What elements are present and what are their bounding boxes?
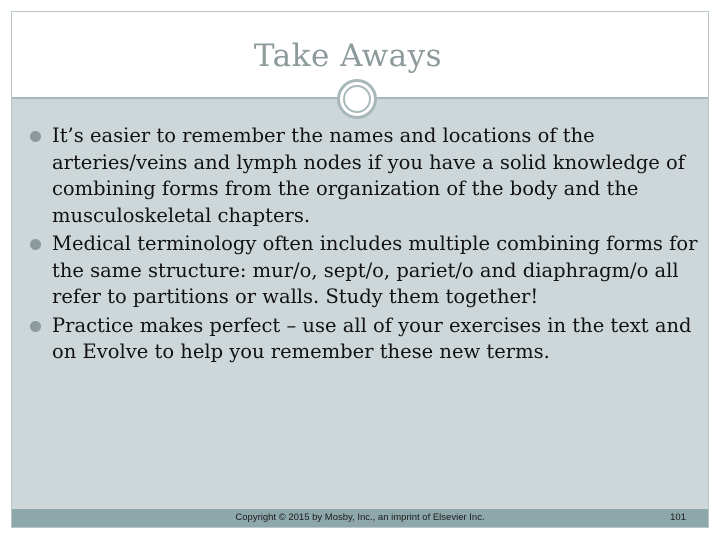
double-ring-circle-icon	[337, 79, 377, 119]
filled-circle-bullet-icon	[30, 131, 41, 142]
slide-title: Take Aways	[253, 38, 443, 74]
bullet-text: Medical terminology often includes multiple combining forms for the same structure: mur/o, sept/o, pariet/o and diaphragm/o all refer to partitions or walls. Study them together!	[52, 232, 698, 308]
bullet-item	[28, 231, 698, 311]
bullet-list	[28, 123, 698, 368]
footer-bar	[12, 509, 708, 527]
content-area	[12, 99, 708, 509]
filled-circle-bullet-icon	[30, 239, 41, 250]
page-number: 101	[670, 512, 686, 523]
bullet-text: It’s easier to remember the names and locations of the arteries/veins and lymph nodes if you have a solid knowledge of combining forms from the organization of the body and the musculoskeletal chapters.	[52, 124, 686, 227]
bullet-item	[28, 123, 698, 229]
bullet-text: Practice makes perfect – use all of your exercises in the text and on Evolve to help you remember these new terms.	[52, 313, 692, 363]
footer-copyright: Copyright © 2015 by Mosby, Inc., an imprint of Elsevier Inc.	[235, 512, 485, 523]
bullet-item	[28, 313, 698, 366]
filled-circle-bullet-icon	[30, 321, 41, 332]
